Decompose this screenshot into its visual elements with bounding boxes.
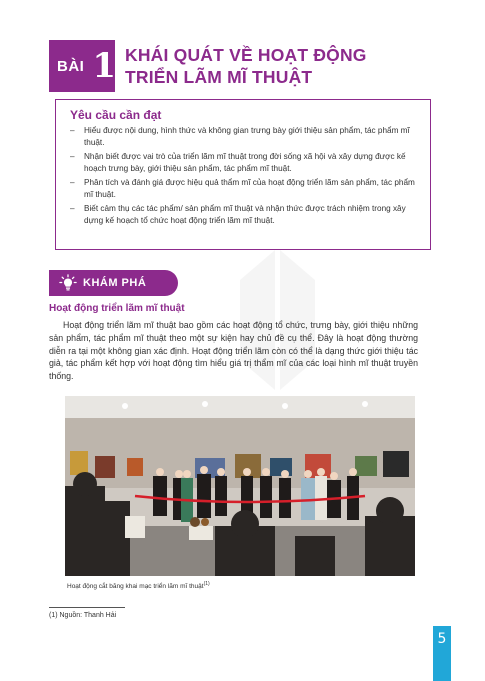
lesson-badge-word: BÀI — [57, 57, 85, 75]
section-paragraph: Hoạt động triển lãm mĩ thuật bao gồm các hoạt động tổ chức, trưng bày, giới thiệu những sản phẩm, tác phẩm mĩ thuật theo một sự kiện hay chủ đề cụ thể. Đây là hoạt động thường diễn ra tại một không gian xác định. Hoạt động triển lãm còn có thể là dạng thức giới thiệu tác giả, tác phẩm kết hợp với hoạt động tìm hiểu giá trị thẩm mĩ của các loại hình mĩ thuật truyền thống. — [49, 320, 418, 382]
lesson-badge-number: 1 — [92, 46, 117, 86]
lesson-title: KHÁI QUÁT VỀ HOẠT ĐỘNG TRIỂN LÃM MĨ THUẬT — [125, 45, 367, 87]
section-heading: Hoạt động triển lãm mĩ thuật — [49, 303, 185, 314]
page-number: 5 — [437, 631, 447, 647]
figure-caption — [67, 581, 210, 590]
exhibition-photo — [65, 396, 415, 576]
figure-caption-text: Hoạt động cắt băng khai mạc triển lãm mĩ thuật — [67, 583, 204, 591]
requirements-list — [66, 125, 420, 226]
requirement-item: – Biết cảm thụ các tác phẩm/ sản phẩm mĩ thuật và nhận thức được trách nhiệm trong xây dựng kế hoạch tổ chức hoạt động triển lãm mĩ thuật. — [66, 203, 420, 226]
lightbulb-icon — [59, 274, 77, 292]
exhibition-photo-illustration — [65, 396, 415, 576]
lesson-badge — [49, 40, 115, 92]
explore-banner — [49, 270, 178, 296]
requirement-item: – Phân tích và đánh giá được hiệu quả thẩm mĩ của hoạt động triển lãm sản phẩm, tác phẩm mĩ thuật. — [66, 177, 420, 200]
footnote: (1) Nguồn: Thanh Hải — [49, 612, 117, 619]
page-number-tab — [433, 626, 451, 681]
requirements-title: Yêu cầu cần đạt — [70, 108, 162, 122]
footnote-divider — [49, 607, 125, 608]
requirement-item: – Hiểu được nội dung, hình thức và không gian trưng bày giới thiệu sản phẩm, tác phẩm mĩ thuật. — [66, 125, 420, 148]
requirement-item: – Nhận biết được vai trò của triển lãm mĩ thuật trong đời sống xã hội và xây dựng được kế hoạch trưng bày, giới thiệu sản phẩm, tác phẩm mĩ thuật. — [66, 151, 420, 174]
explore-label: KHÁM PHÁ — [83, 277, 147, 289]
requirements-box — [55, 99, 431, 250]
figure-caption-ref: (1) — [203, 581, 210, 587]
lesson-header — [49, 38, 369, 94]
